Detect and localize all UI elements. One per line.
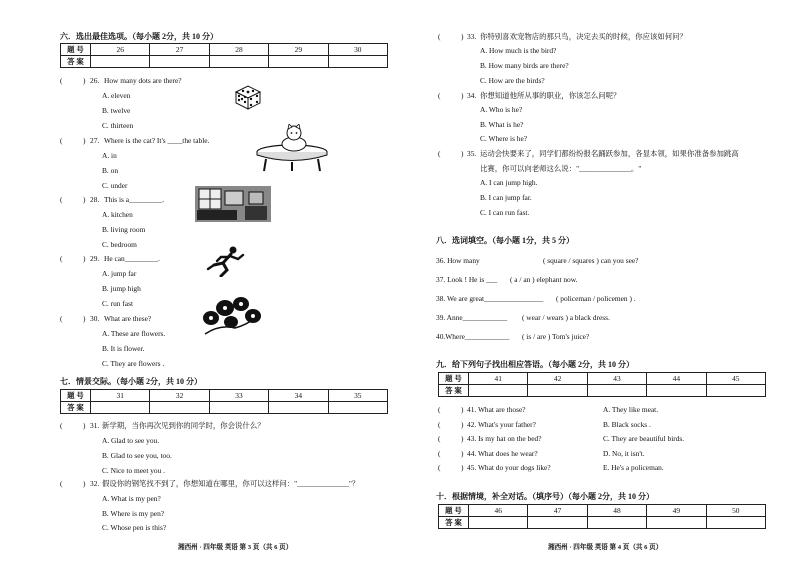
answer-cell[interactable]: [647, 517, 706, 529]
answer-table-7: [60, 389, 388, 414]
option[interactable]: C. run fast: [102, 299, 133, 308]
answer-paren-open[interactable]: (: [438, 32, 441, 41]
option[interactable]: A. jump far: [102, 269, 137, 278]
option[interactable]: C. Where is he?: [480, 134, 528, 143]
option[interactable]: B. twelve: [102, 106, 131, 115]
question-number-cell: 34: [269, 390, 328, 402]
dice-image: [234, 84, 262, 110]
fill-item-39-choices: ( wear / wears ) a black dress.: [522, 313, 610, 322]
question-34-number: 34.: [467, 91, 477, 100]
section-6-title: 六．选出最佳选项。（每小题 2分，共 10 分）: [60, 32, 218, 41]
answer-paren-open[interactable]: (: [60, 195, 63, 204]
fill-item-38-stem: 38. We are great________________: [436, 294, 544, 303]
table-header-cell: 题 号: [439, 373, 469, 385]
answer-paren-close[interactable]: ): [461, 434, 464, 443]
question-number-cell: 45: [706, 373, 765, 385]
match-question: 44. What does he wear?: [467, 449, 538, 458]
answer-paren-close[interactable]: ): [83, 479, 86, 488]
question-30-text: What are these?: [104, 314, 152, 323]
answer-paren-close[interactable]: ): [461, 405, 464, 414]
match-question: 45. What do your dogs like?: [467, 463, 551, 472]
answer-cell[interactable]: [209, 56, 268, 68]
option[interactable]: B. I can jump far.: [480, 193, 532, 202]
question-number-cell: 48: [587, 505, 646, 517]
answer-paren-close[interactable]: ): [461, 91, 464, 100]
answer-cell[interactable]: [587, 517, 646, 529]
question-33-number: 33.: [467, 32, 477, 41]
question-number-cell: 41: [469, 373, 528, 385]
fill-item-36-choices: ( square / squares ) can you see?: [543, 256, 639, 265]
answer-cell[interactable]: [706, 517, 765, 529]
question-33-text: 你特别喜欢宠物店的那只鸟，决定去买的时候，你应该如何问？: [480, 32, 687, 41]
answer-cell[interactable]: [469, 385, 528, 397]
question-number-cell: 49: [647, 505, 706, 517]
question-number-cell: 27: [150, 44, 209, 56]
option[interactable]: C. Nice to meet you .: [102, 466, 166, 475]
answer-cell[interactable]: [269, 402, 328, 414]
cat-on-table-image: [254, 124, 330, 172]
answer-paren-open[interactable]: (: [438, 405, 441, 414]
answer-paren-open[interactable]: (: [438, 91, 441, 100]
answer-cell[interactable]: [150, 402, 209, 414]
answer-table-6: [60, 43, 388, 68]
flowers-image: [195, 294, 263, 338]
match-question: 43. Is my hat on the bed?: [467, 434, 542, 443]
match-answer: C. They are beautiful birds.: [603, 434, 685, 443]
answer-paren-close[interactable]: ): [83, 136, 86, 145]
question-31-text: 新学期，当你再次见到你的同学时，你会说什么？: [102, 421, 265, 430]
option[interactable]: A. in: [102, 151, 117, 160]
question-29-text: He can_________.: [104, 254, 160, 263]
fill-item-40-stem: 40.Where____________: [436, 332, 510, 341]
table-header-cell: 题 号: [61, 390, 91, 402]
question-28-number: 28.: [90, 195, 100, 204]
question-number-cell: 26: [91, 44, 150, 56]
question-27-text: Where is the cat? It's ____the table.: [104, 136, 210, 145]
question-26-number: 26.: [90, 76, 100, 85]
table-header-cell: 答 案: [439, 385, 469, 397]
running-man-image: [205, 245, 247, 277]
answer-cell[interactable]: [91, 402, 150, 414]
answer-cell[interactable]: [269, 56, 328, 68]
answer-cell[interactable]: [706, 385, 765, 397]
section-7-title: 七．情景交际。（每小题 2分，共 10 分）: [60, 377, 202, 386]
option[interactable]: B. Glad to see you, too.: [102, 451, 172, 460]
question-34-text: 你想知道他所从事的职业，你该怎么问呢？: [480, 91, 621, 100]
question-35-text: 运动会快要来了，同学们都纷纷报名踊跃参加，各显本领，如果你准备参加跳高: [480, 149, 739, 158]
option[interactable]: C. bedroom: [102, 240, 137, 249]
answer-cell[interactable]: [328, 402, 387, 414]
table-header-cell: 答 案: [61, 402, 91, 414]
section-9-title: 九．给下列句子找出相应答语。（每小题 2分，共 10 分）: [436, 360, 634, 369]
match-answer: A. They like meat.: [603, 405, 659, 414]
option[interactable]: B. Where is my pen?: [102, 509, 165, 518]
question-32-text: 假设你的钢笔找不到了，你想知道在哪里，你可以这样问："______________"？: [102, 479, 360, 488]
answer-paren-open[interactable]: (: [60, 421, 63, 430]
question-number-cell: 50: [706, 505, 765, 517]
answer-paren-open[interactable]: (: [438, 449, 441, 458]
match-answer: B. Black socks .: [603, 420, 651, 429]
answer-cell[interactable]: [647, 385, 706, 397]
option[interactable]: A. What is my pen?: [102, 494, 161, 503]
question-number-cell: 46: [469, 505, 528, 517]
option[interactable]: A. kitchen: [102, 210, 133, 219]
answer-paren-close[interactable]: ): [83, 254, 86, 263]
question-number-cell: 47: [528, 505, 587, 517]
option[interactable]: B. What is he?: [480, 120, 524, 129]
question-27-number: 27.: [90, 136, 100, 145]
answer-paren-open[interactable]: (: [438, 434, 441, 443]
answer-paren-close[interactable]: ): [461, 449, 464, 458]
table-header-cell: 答 案: [439, 517, 469, 529]
question-number-cell: 35: [328, 390, 387, 402]
match-question: 42. What's your father?: [467, 420, 536, 429]
answer-table-10: [438, 504, 766, 529]
answer-paren-close[interactable]: ): [83, 195, 86, 204]
match-answer: E. He's a policeman.: [603, 463, 664, 472]
fill-item-38-choices: ( policeman / policemen ) .: [556, 294, 636, 303]
option[interactable]: C. How are the birds?: [480, 76, 545, 85]
option[interactable]: B. living room: [102, 225, 146, 234]
fill-item-37-stem: 37. Look ! He is ___: [436, 275, 498, 284]
answer-paren-open[interactable]: (: [60, 479, 63, 488]
answer-paren-close[interactable]: ): [461, 149, 464, 158]
answer-paren-open[interactable]: (: [438, 149, 441, 158]
option[interactable]: A. eleven: [102, 91, 131, 100]
question-number-cell: 31: [91, 390, 150, 402]
question-35-number: 35.: [467, 149, 477, 158]
option[interactable]: C. They are flowers .: [102, 359, 165, 368]
answer-cell[interactable]: [328, 56, 387, 68]
option[interactable]: B. It is flower.: [102, 344, 145, 353]
option[interactable]: B. How many birds are there?: [480, 61, 569, 70]
answer-paren-open[interactable]: (: [438, 463, 441, 472]
option[interactable]: A. I can jump high.: [480, 178, 538, 187]
question-26-text: How many dots are there?: [104, 76, 182, 85]
question-31-number: 31.: [90, 421, 100, 430]
question-number-cell: 42: [528, 373, 587, 385]
fill-item-39-stem: 39. Anne____________: [436, 313, 508, 322]
option[interactable]: C. under: [102, 181, 128, 190]
answer-paren-open[interactable]: (: [60, 76, 63, 85]
option[interactable]: C. Whose pen is this?: [102, 523, 167, 532]
answer-paren-open[interactable]: (: [60, 254, 63, 263]
fill-item-37-choices: ( a / an ) elephant now.: [510, 275, 578, 284]
question-number-cell: 32: [150, 390, 209, 402]
question-number-cell: 29: [269, 44, 328, 56]
answer-paren-close[interactable]: ): [461, 463, 464, 472]
question-32-number: 32.: [90, 479, 100, 488]
answer-cell[interactable]: [469, 517, 528, 529]
living-room-image: [195, 186, 271, 222]
answer-cell[interactable]: [587, 385, 646, 397]
match-answer: D. No, it isn't.: [603, 449, 645, 458]
answer-cell[interactable]: [91, 56, 150, 68]
answer-paren-open[interactable]: (: [60, 136, 63, 145]
question-28-text: This is a_________.: [104, 195, 165, 204]
answer-cell[interactable]: [150, 56, 209, 68]
question-number-cell: 30: [328, 44, 387, 56]
answer-paren-close[interactable]: ): [461, 420, 464, 429]
question-number-cell: 28: [209, 44, 268, 56]
table-header-cell: 题 号: [61, 44, 91, 56]
answer-table-9: [438, 372, 766, 397]
option[interactable]: A. Glad to see you.: [102, 436, 160, 445]
answer-paren-open[interactable]: (: [60, 314, 63, 323]
match-question: 41. What are those?: [467, 405, 526, 414]
answer-paren-close[interactable]: ): [83, 421, 86, 430]
option[interactable]: C. thirteen: [102, 121, 134, 130]
question-35-text-line2: 比赛，你可以向老师这么说："______________。": [480, 164, 642, 173]
question-29-number: 29.: [90, 254, 100, 263]
answer-paren-close[interactable]: ): [83, 76, 86, 85]
answer-cell[interactable]: [528, 385, 587, 397]
page-footer-right: 湘西州 · 四年级 英语 第 4 页（共 6 页）: [548, 544, 663, 551]
table-header-cell: 题 号: [439, 505, 469, 517]
option[interactable]: B. on: [102, 166, 119, 175]
option[interactable]: A. How much is the bird?: [480, 46, 557, 55]
option[interactable]: C. I can run fast.: [480, 208, 530, 217]
answer-paren-close[interactable]: ): [83, 314, 86, 323]
answer-cell[interactable]: [528, 517, 587, 529]
fill-item-36-stem: 36. How many: [436, 256, 480, 265]
question-number-cell: 43: [587, 373, 646, 385]
question-number-cell: 44: [647, 373, 706, 385]
question-30-number: 30.: [90, 314, 100, 323]
answer-paren-open[interactable]: (: [438, 420, 441, 429]
section-10-title: 十．根据情境，补全对话。（填序号）（每小题 2分，共 10 分）: [436, 492, 654, 501]
option[interactable]: B. jump high: [102, 284, 141, 293]
table-header-cell: 答 案: [61, 56, 91, 68]
answer-cell[interactable]: [209, 402, 268, 414]
answer-paren-close[interactable]: ): [461, 32, 464, 41]
option[interactable]: A. Who is he?: [480, 105, 523, 114]
option[interactable]: A. These are flowers.: [102, 329, 166, 338]
question-number-cell: 33: [209, 390, 268, 402]
fill-item-40-choices: ( is / are ) Tom's juice?: [522, 332, 590, 341]
section-8-title: 八．选词填空。（每小题 1分，共 5 分）: [436, 236, 574, 245]
page-footer-left: 湘西州 · 四年级 英语 第 3 页（共 6 页）: [178, 544, 293, 551]
